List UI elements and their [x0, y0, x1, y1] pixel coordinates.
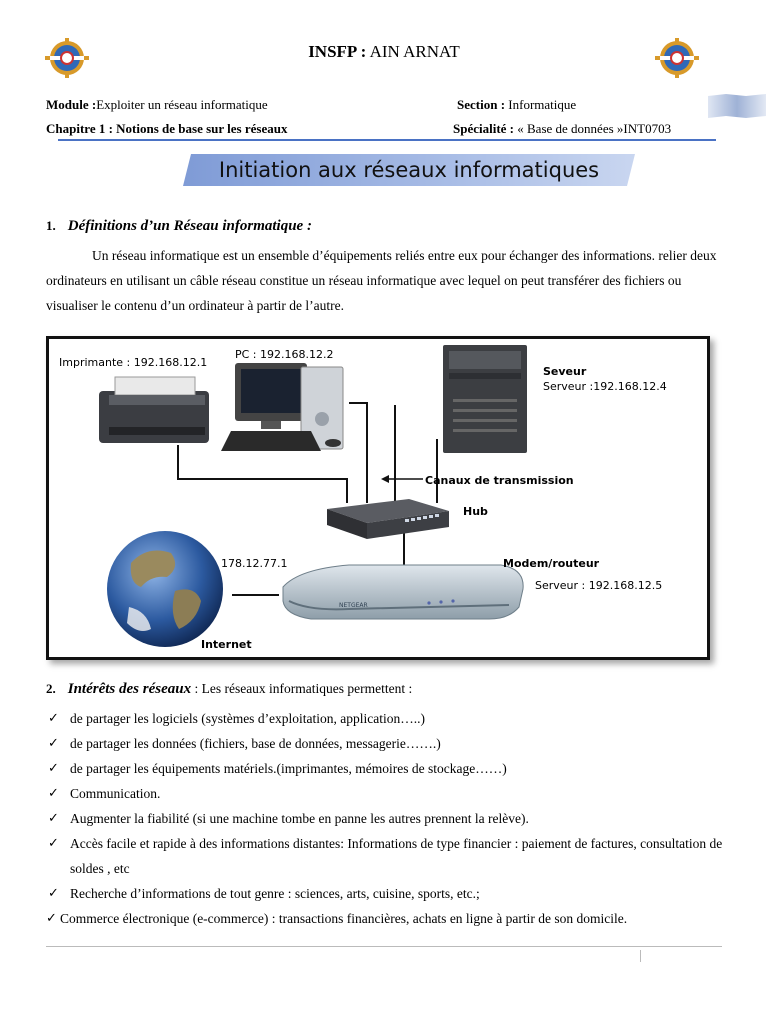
- section2-number: 2.: [46, 681, 56, 696]
- chapter-line: [46, 121, 287, 137]
- section2-heading: [46, 681, 412, 698]
- check-icon: ✓: [48, 711, 59, 726]
- module-value: Exploiter un réseau informatique: [96, 97, 268, 112]
- pc-icon: [221, 363, 343, 451]
- specialty-value: « Base de données »INT0703: [514, 121, 672, 136]
- pc-label: PC : 192.168.12.2: [235, 348, 334, 361]
- specialty-line: [453, 121, 671, 137]
- internet-label: Internet: [201, 638, 252, 651]
- specialty-label: Spécialité :: [453, 121, 515, 136]
- section1-number: 1.: [46, 218, 56, 233]
- channel-arrow-icon: [381, 475, 389, 483]
- list-item: ✓ de partager les logiciels (systèmes d’exploitation, application…..): [46, 706, 736, 731]
- globe-icon: [107, 531, 223, 647]
- list-item: ✓ Commerce électronique (e-commerce) : transactions financières, achats en ligne à partir de son domicile.: [44, 906, 736, 931]
- section2-intro: : Les réseaux informatiques permettent :: [191, 681, 413, 696]
- section-value: Informatique: [505, 97, 577, 112]
- header-divider: [58, 139, 716, 141]
- section1-paragraph: Un réseau informatique est un ensemble d’équipements reliés entre eux pour échanger des informations. relier deux ordinateurs en utilisant un câble réseau constitue un réseau informatique avec lequel on peut transférer des fichiers ou visualiser le contenu d’un ordinateur à partir de l’autre.: [46, 248, 717, 313]
- chapter-text: Chapitre 1 : Notions de base sur les réseaux: [46, 121, 288, 136]
- footer-divider: [46, 946, 722, 947]
- header-title: [0, 42, 768, 62]
- list-item: ✓ de partager les données (fichiers, base de données, messagerie…….): [46, 731, 736, 756]
- section1-title: Définitions d’un Réseau informatique :: [67, 218, 312, 234]
- pc-cable: [349, 403, 367, 503]
- check-icon: ✓: [48, 761, 59, 776]
- printer-cable: [178, 445, 347, 503]
- check-icon: ✓: [48, 786, 59, 801]
- city-name: AIN ARNAT: [366, 42, 460, 61]
- footer-tick: [640, 950, 641, 962]
- hub-label: Hub: [463, 505, 488, 518]
- check-icon: ✓: [48, 836, 59, 851]
- section1-heading: [46, 218, 312, 235]
- modem-icon: [283, 565, 523, 619]
- server-icon: [443, 345, 527, 453]
- modem-brand: NETGEAR: [339, 602, 368, 609]
- list-item: ✓ Communication.: [46, 781, 736, 806]
- hub-icon: [327, 499, 449, 539]
- server-label: Serveur :192.168.12.4: [543, 380, 667, 393]
- printer-label: Imprimante : 192.168.12.1: [59, 356, 208, 369]
- list-item: ✓ Accès facile et rapide à des informations distantes: Informations de type financier : paiement de factures, consultation de soldes , etc: [46, 831, 736, 881]
- channel-label: Canaux de transmission: [425, 474, 574, 487]
- check-icon: ✓: [48, 736, 59, 751]
- benefits-list: [46, 706, 736, 931]
- section2-title: Intérêts des réseaux: [67, 681, 192, 697]
- network-diagram: [46, 336, 710, 660]
- internet-ip-label: 178.12.77.1: [221, 557, 288, 570]
- server-title: Seveur: [543, 365, 587, 378]
- module-line: [46, 97, 268, 113]
- modem-label: Modem/routeur: [503, 557, 600, 570]
- list-item: ✓ de partager les équipements matériels.(imprimantes, mémoires de stockage……): [46, 756, 736, 781]
- check-icon: ✓: [48, 886, 59, 901]
- module-label: Module :: [46, 97, 97, 112]
- printer-icon: [99, 377, 209, 443]
- check-icon: ✓: [46, 911, 57, 926]
- section-label: Section :: [457, 97, 506, 112]
- section-line: [457, 97, 576, 113]
- decorative-tab-icon: [706, 92, 768, 120]
- modem-server-label: Serveur : 192.168.12.5: [535, 579, 663, 592]
- page-title: Initiation aux réseaux informatiques: [218, 158, 600, 182]
- org-name: INSFP :: [308, 42, 367, 61]
- list-item: ✓ Augmenter la fiabilité (si une machine tombe en panne les autres prennent la relève).: [46, 806, 736, 831]
- list-item: ✓ Recherche d’informations de tout genre : sciences, arts, cuisine, sports, etc.;: [46, 881, 736, 906]
- check-icon: ✓: [48, 811, 59, 826]
